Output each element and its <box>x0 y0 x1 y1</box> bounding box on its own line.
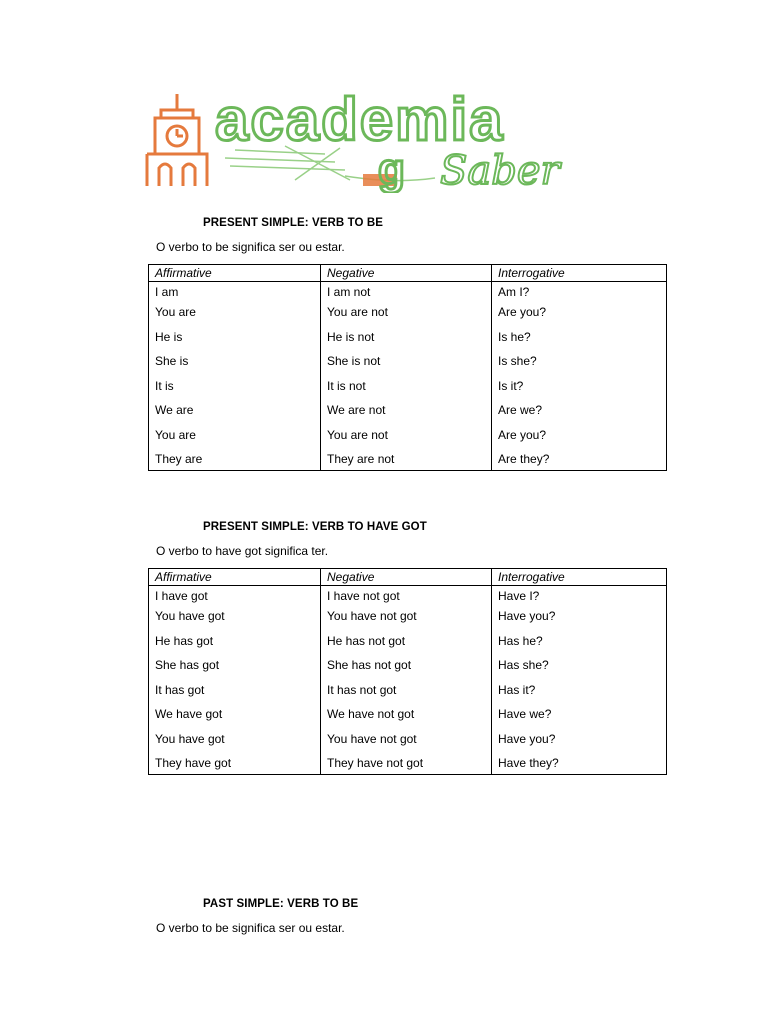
cell-affirmative: I am <box>149 282 321 305</box>
clock-tower-icon <box>147 94 207 186</box>
table-row <box>149 304 667 329</box>
cell-negative: She has not got <box>321 657 492 682</box>
cell-negative: You are not <box>321 427 492 452</box>
cell-negative: We are not <box>321 402 492 427</box>
cell-interrogative: Is he? <box>492 329 667 354</box>
cell-interrogative: Are we? <box>492 402 667 427</box>
cell-interrogative: Have you? <box>492 731 667 756</box>
table-row <box>149 451 667 471</box>
section-description: O verbo to be significa ser ou estar. <box>156 240 345 254</box>
cell-interrogative: Have I? <box>492 586 667 609</box>
cell-affirmative: You are <box>149 304 321 329</box>
table-row <box>149 329 667 354</box>
table-row <box>149 657 667 682</box>
cell-interrogative: Is she? <box>492 353 667 378</box>
svg-text:g: g <box>378 145 405 193</box>
cell-negative: It has not got <box>321 682 492 707</box>
cell-affirmative: He is <box>149 329 321 354</box>
header-interrogative: Interrogative <box>492 569 667 586</box>
cell-interrogative: Am I? <box>492 282 667 305</box>
academia-saber-logo <box>135 88 645 193</box>
header-negative: Negative <box>321 265 492 282</box>
table-row <box>149 682 667 707</box>
cell-affirmative: You are <box>149 427 321 452</box>
cell-negative: You are not <box>321 304 492 329</box>
cell-negative: He is not <box>321 329 492 354</box>
table-row <box>149 353 667 378</box>
cell-negative: You have not got <box>321 731 492 756</box>
conjugation-table-to-be <box>148 264 667 471</box>
cell-affirmative: She is <box>149 353 321 378</box>
cell-interrogative: Has she? <box>492 657 667 682</box>
cell-interrogative: Has it? <box>492 682 667 707</box>
section-description: O verbo to be significa ser ou estar. <box>156 921 345 935</box>
cell-negative: I am not <box>321 282 492 305</box>
cell-affirmative: We have got <box>149 706 321 731</box>
cell-interrogative: Have they? <box>492 755 667 775</box>
table-header-row <box>149 265 667 282</box>
header-affirmative: Affirmative <box>149 569 321 586</box>
logo-text: academia <box>215 88 505 153</box>
cell-affirmative: It is <box>149 378 321 403</box>
header-negative: Negative <box>321 569 492 586</box>
cell-negative: They have not got <box>321 755 492 775</box>
cell-interrogative: Has he? <box>492 633 667 658</box>
cell-interrogative: Is it? <box>492 378 667 403</box>
section-title-present-to-be: PRESENT SIMPLE: VERB TO BE <box>203 217 384 229</box>
cell-negative: You have not got <box>321 608 492 633</box>
cell-interrogative: Are you? <box>492 427 667 452</box>
cell-interrogative: Have we? <box>492 706 667 731</box>
cell-affirmative: He has got <box>149 633 321 658</box>
cell-negative: I have not got <box>321 586 492 609</box>
conjugation-table-have-got <box>148 568 667 775</box>
cell-affirmative: You have got <box>149 731 321 756</box>
cell-interrogative: Are they? <box>492 451 667 471</box>
cell-affirmative: They are <box>149 451 321 471</box>
table-row <box>149 731 667 756</box>
section-description: O verbo to have got significa ter. <box>156 544 329 558</box>
table-row <box>149 706 667 731</box>
cell-affirmative: I have got <box>149 586 321 609</box>
cell-negative: He has not got <box>321 633 492 658</box>
table-row <box>149 378 667 403</box>
header-interrogative: Interrogative <box>492 265 667 282</box>
table-row <box>149 633 667 658</box>
table-row <box>149 586 667 609</box>
table-row <box>149 755 667 775</box>
cell-affirmative: It has got <box>149 682 321 707</box>
cell-interrogative: Are you? <box>492 304 667 329</box>
cell-negative: She is not <box>321 353 492 378</box>
cell-interrogative: Have you? <box>492 608 667 633</box>
cell-affirmative: We are <box>149 402 321 427</box>
cell-negative: We have not got <box>321 706 492 731</box>
cell-negative: They are not <box>321 451 492 471</box>
cell-affirmative: She has got <box>149 657 321 682</box>
cell-negative: It is not <box>321 378 492 403</box>
section-title-present-have-got: PRESENT SIMPLE: VERB TO HAVE GOT <box>203 521 427 533</box>
logo-subtext: Saber <box>440 148 560 193</box>
cell-affirmative: They have got <box>149 755 321 775</box>
header-affirmative: Affirmative <box>149 265 321 282</box>
table-row <box>149 608 667 633</box>
table-row <box>149 427 667 452</box>
table-header-row <box>149 569 667 586</box>
table-row <box>149 282 667 305</box>
cell-affirmative: You have got <box>149 608 321 633</box>
table-row <box>149 402 667 427</box>
section-title-past-to-be: PAST SIMPLE: VERB TO BE <box>203 898 359 910</box>
